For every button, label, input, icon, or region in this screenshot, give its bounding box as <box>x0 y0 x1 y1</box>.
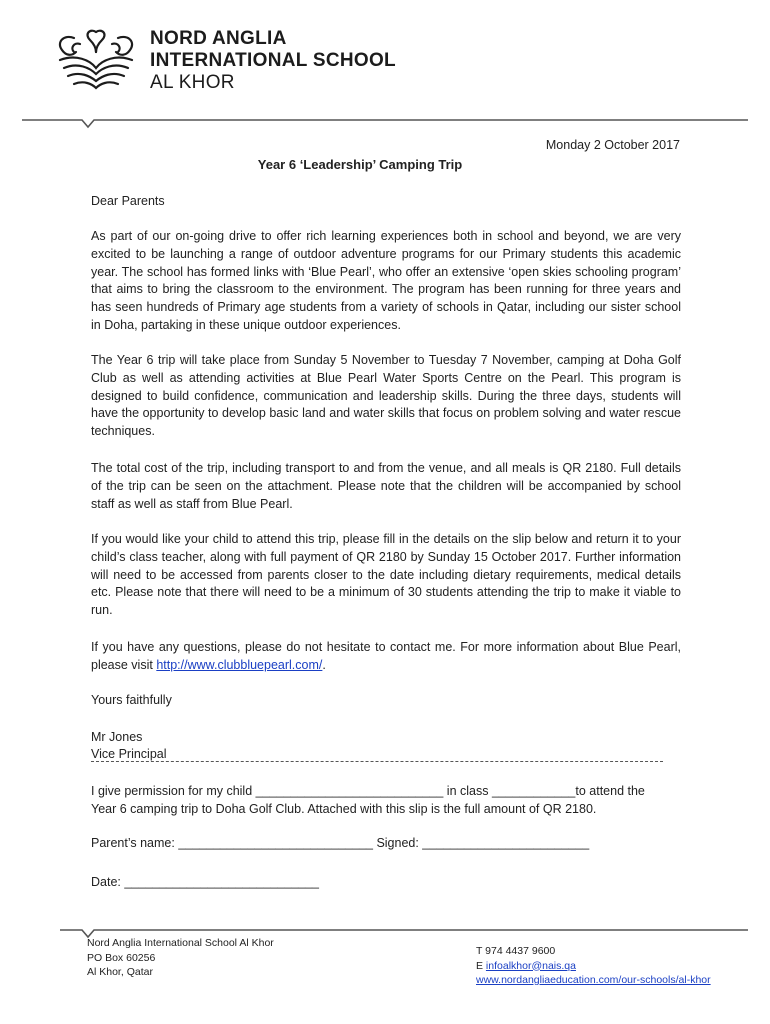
paragraph-cost: The total cost of the trip, including transport to and from the venue, and all meals is QR 2180. Full details of the trip can be seen on the attachment. Please note that the children will be accompanied by school staff as well as staff from Blue Pearl. <box>91 461 681 511</box>
date-line: Date: ____________________________ <box>91 875 320 889</box>
footer-address <box>87 936 274 980</box>
paragraph-intro: As part of our on-going drive to offer rich learning experiences both in school and beyond, we are very excited to be launching a range of outdoor adventure programs for our Primary students this academic year. The school has formed links with ‘Blue Pearl’, who offer an extensive ‘open skies schooling program’ that aims to bring the classroom to the environment. The program has been running for three years and has seen hundreds of Primary age students from a variety of schools in Qatar, including our sister school in Doha, partaking in these unique outdoor experiences. <box>91 229 681 332</box>
website-link[interactable]: www.nordangliaeducation.com/our-schools/al-khor <box>476 974 711 986</box>
phone-number: T 974 4437 9600 <box>476 945 556 957</box>
signer-name: Mr Jones <box>91 730 143 744</box>
permission-line-2: Year 6 camping trip to Doha Golf Club. Attached with this slip is the full amount of QR 2180. <box>91 801 597 816</box>
closing: Yours faithfully <box>91 693 172 707</box>
contact-text: If you have any questions, please do not hesitate to contact me. For more information about Blue Pearl, please visit <box>91 640 681 672</box>
parent-name-line: Parent’s name: ____________________________ Signed: ________________________ <box>91 836 590 850</box>
school-name-line1: NORD ANGLIA <box>150 28 287 49</box>
blue-pearl-link[interactable]: http://www.clubbluepearl.com/ <box>156 657 323 672</box>
address-line-3: Al Khor, Qatar <box>87 966 153 978</box>
address-line-2: PO Box 60256 <box>87 951 156 964</box>
permission-line-1: I give permission for my child ___________________________ in class ____________to attend the <box>91 784 645 798</box>
letter-title: Year 6 ‘Leadership’ Camping Trip <box>257 157 463 172</box>
email-link[interactable]: infoalkhor@nais.qa <box>485 959 576 972</box>
letter-date: Monday 2 October 2017 <box>545 138 680 152</box>
email-line <box>476 959 711 974</box>
header-divider <box>0 114 770 134</box>
salutation: Dear Parents <box>91 194 165 208</box>
address-line-1: Nord Anglia International School Al Khor <box>87 937 274 949</box>
school-crest-logo <box>50 26 142 94</box>
paragraph-trip-details: The Year 6 trip will take place from Sunday 5 November to Tuesday 7 November, camping at Doha Golf Club as well as attending activities at Blue Pearl Water Sports Centre on the Pearl. This program is designed to build confidence, communication and leadership skills. During the three days, students will have the opportunity to develop basic land and water skills that focus on problem solving and water rescue techniques. <box>91 353 681 439</box>
cut-line <box>91 761 663 762</box>
signer-role: Vice Principal <box>91 747 167 761</box>
permission-slip <box>91 783 691 819</box>
school-name <box>150 28 396 94</box>
paragraph-contact <box>91 639 681 675</box>
paragraph-registration: If you would like your child to attend this trip, please fill in the details on the slip below and return it to your child’s class teacher, along with full payment of QR 2180 by Sunday 15 October 2017. Further information will need to be accessed from parents closer to the date including dietary requirements, medical details etc. Please note that there will need to be a minimum of 30 students attending the trip to make it viable to run. <box>91 532 681 618</box>
school-name-line2: INTERNATIONAL SCHOOL <box>150 50 396 71</box>
email-prefix: E <box>476 959 486 972</box>
school-name-line3: AL KHOR <box>150 72 235 93</box>
contact-text-end: . <box>322 657 326 672</box>
footer-contact <box>476 944 711 988</box>
